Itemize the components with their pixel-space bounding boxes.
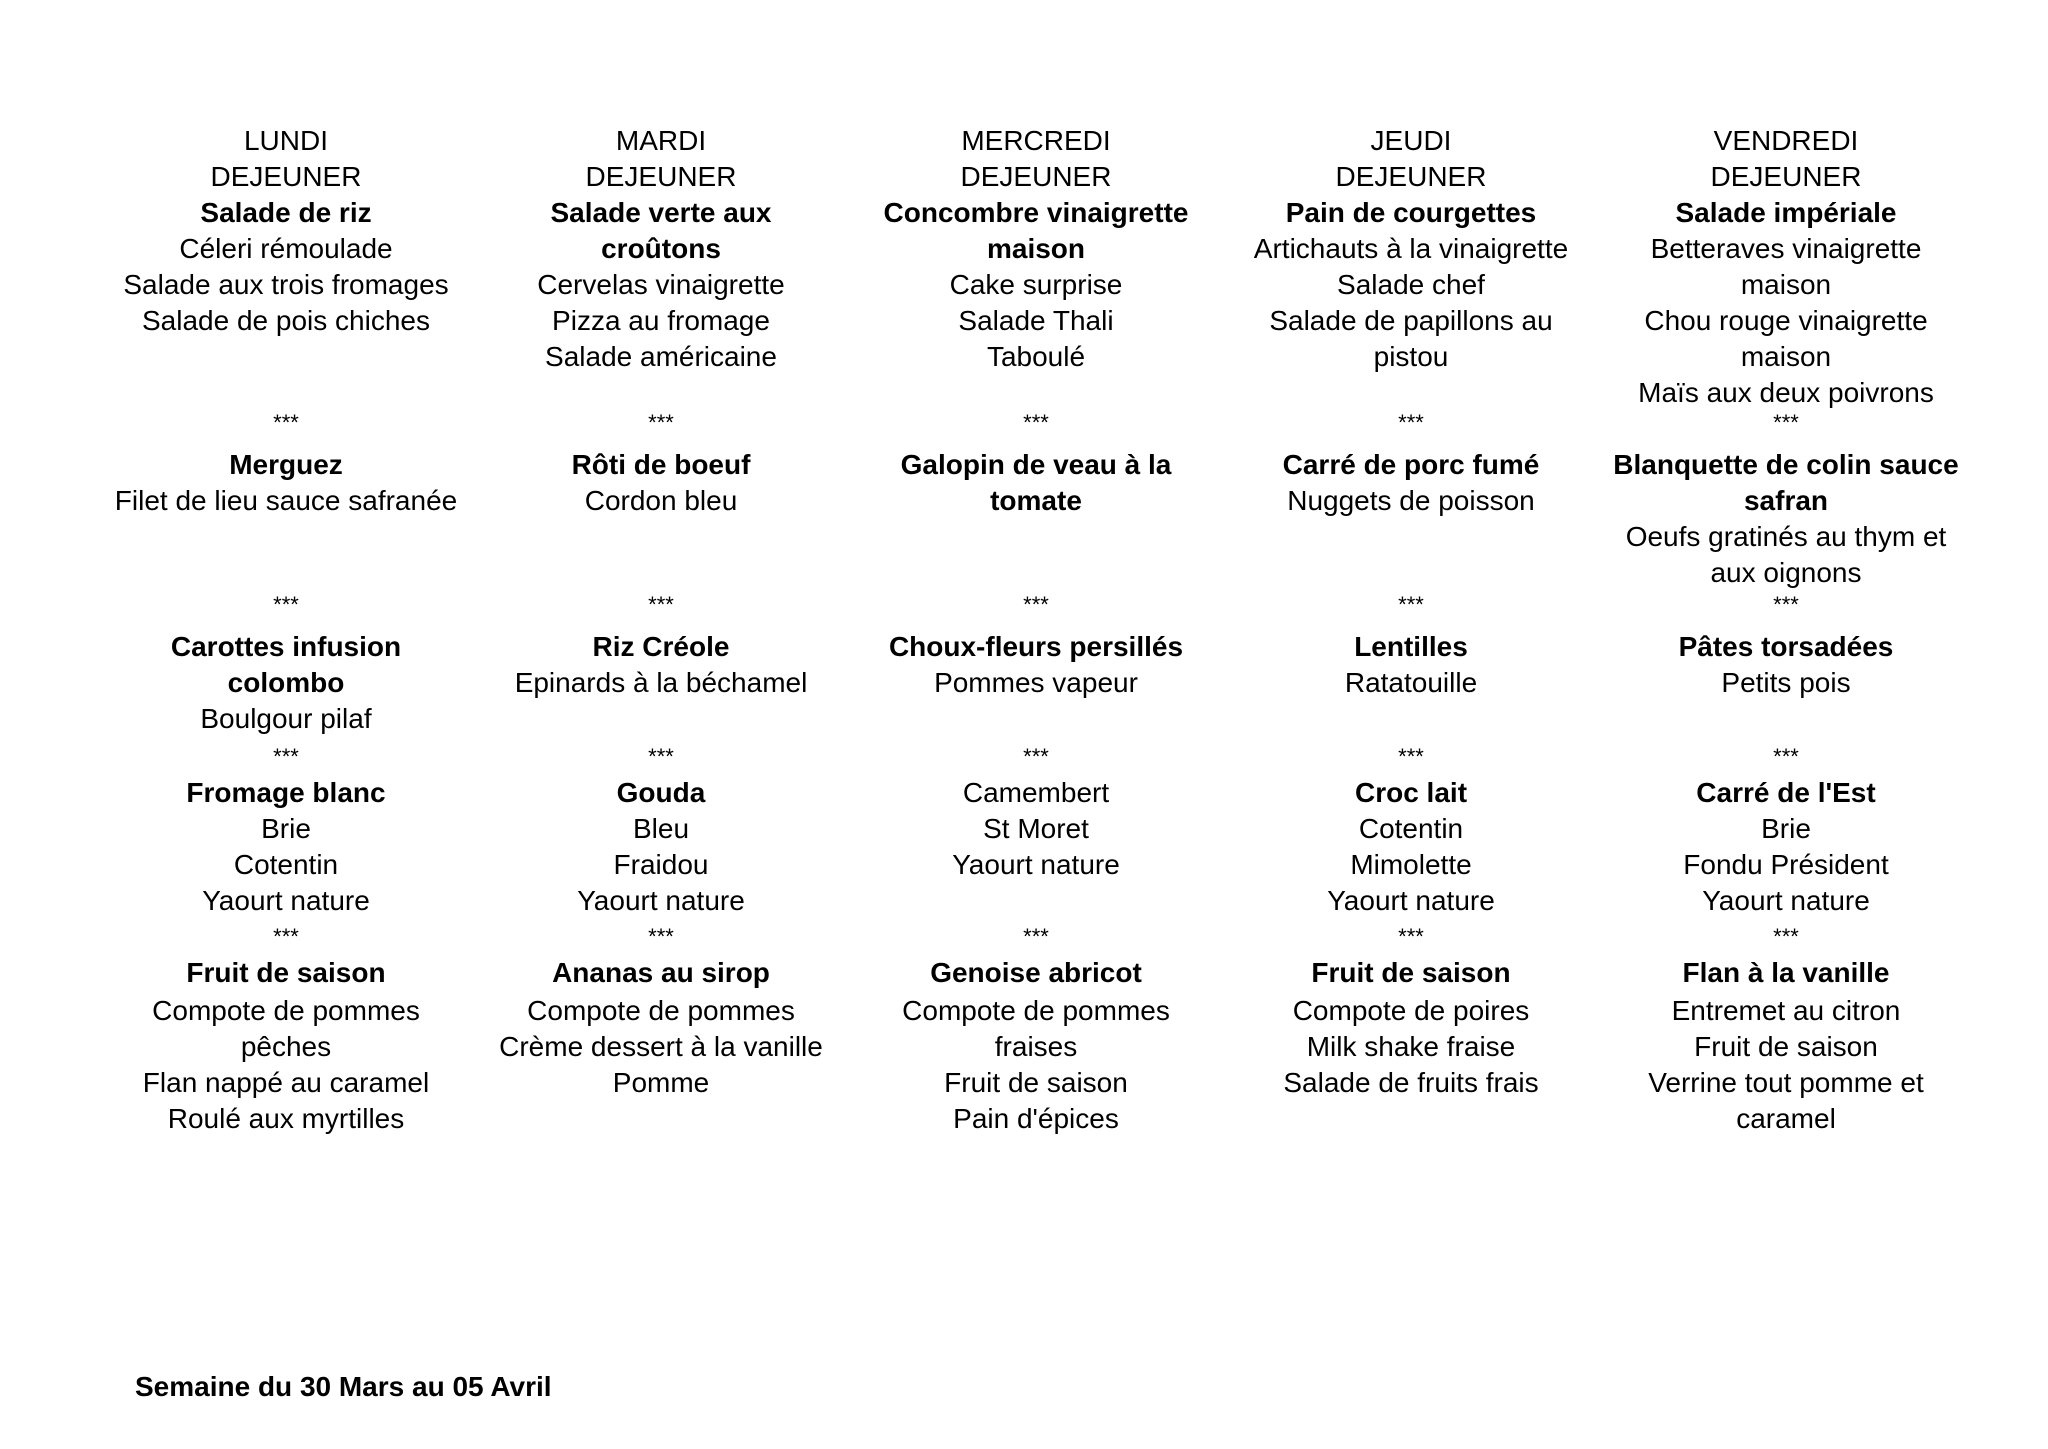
menu-item: Bleu [632,813,690,844]
menu-item: Compote de pommes [152,995,420,1026]
menu-item: Concombre vinaigrette [883,197,1189,228]
menu-item: Salade Thali [958,305,1114,336]
menu-item: Fromage blanc [186,777,386,808]
menu-item: Brie [1761,813,1811,844]
menu-item: Genoise abricot [930,957,1142,988]
menu-item: Verrine tout pomme et [1648,1067,1924,1098]
menu-item: fraises [994,1031,1078,1062]
menu-item: Fruit de saison [1694,1031,1878,1062]
course-separator: *** [1398,744,1424,769]
menu-item: Fraidou [613,849,709,880]
course-separator: *** [1023,410,1049,435]
menu-item: croûtons [601,233,721,264]
menu-item: Cervelas vinaigrette [537,269,785,300]
menu-item: Salade de papillons au [1269,305,1553,336]
menu-item: Cotentin [1358,813,1464,844]
menu-item: Crème dessert à la vanille [499,1031,823,1062]
menu-item: Fondu Président [1683,849,1889,880]
menu-item: Betteraves vinaigrette [1650,233,1922,264]
menu-item: Brie [261,813,311,844]
menu-item: Ananas au sirop [552,957,770,988]
menu-item: Pommes vapeur [934,667,1138,698]
menu-item: maison [986,233,1086,264]
menu-item: Entremet au citron [1671,995,1901,1026]
menu-item: Fruit de saison [186,957,386,988]
course-separator: *** [1398,924,1424,949]
menu-item: Cordon bleu [584,485,738,516]
menu-item: Compote de pommes [527,995,795,1026]
menu-item: Pain d'épices [953,1103,1119,1134]
menu-item: maison [1740,341,1832,372]
menu-item: Nuggets de poisson [1287,485,1535,516]
menu-item: Taboulé [986,341,1086,372]
menu-item: Milk shake fraise [1306,1031,1516,1062]
course-separator: *** [1023,744,1049,769]
menu-item: Yaourt nature [1702,885,1870,916]
menu-item: aux oignons [1710,557,1862,588]
course-separator: *** [648,744,674,769]
menu-item: Carottes infusion [170,631,402,662]
menu-item: Gouda [616,777,706,808]
course-separator: *** [648,592,674,617]
menu-item: Cake surprise [949,269,1123,300]
course-separator: *** [1023,592,1049,617]
menu-item: Yaourt nature [577,885,745,916]
menu-item: St Moret [983,813,1089,844]
meal-label: DEJEUNER [585,161,737,192]
day-name: LUNDI [243,125,328,156]
menu-item: Mimolette [1350,849,1472,880]
course-separator: *** [273,410,299,435]
menu-item: Oeufs gratinés au thym et [1625,521,1947,552]
menu-item: Salade aux trois fromages [123,269,449,300]
menu-item: Compote de poires [1292,995,1530,1026]
menu-item: Céleri rémoulade [179,233,393,264]
menu-item: Pomme [612,1067,710,1098]
course-separator: *** [1398,410,1424,435]
menu-item: pistou [1373,341,1449,372]
meal-label: DEJEUNER [210,161,362,192]
menu-item: Cotentin [233,849,339,880]
day-name: JEUDI [1370,125,1452,156]
menu-item: Filet de lieu sauce safranée [114,485,458,516]
menu-item: Fruit de saison [1311,957,1511,988]
menu-item: Ratatouille [1344,667,1478,698]
course-separator: *** [1773,410,1799,435]
day-name: MERCREDI [961,125,1111,156]
menu-item: Salade de riz [200,197,372,228]
menu-item: Camembert [962,777,1110,808]
menu-item: colombo [227,667,345,698]
day-column-mercredi [848,0,1224,1200]
week-label: Semaine du 30 Mars au 05 Avril [135,1371,552,1402]
menu-item: Petits pois [1721,667,1851,698]
meal-label: DEJEUNER [1335,161,1487,192]
menu-item: Yaourt nature [952,849,1120,880]
course-separator: *** [273,744,299,769]
menu-item: Epinards à la béchamel [514,667,808,698]
menu-item: Pizza au fromage [552,305,770,336]
menu-item: Roulé aux myrtilles [167,1103,405,1134]
menu-item: Yaourt nature [1327,885,1495,916]
day-column-lundi [98,0,474,1200]
menu-item: Artichauts à la vinaigrette [1253,233,1569,264]
menu-item: Pain de courgettes [1285,197,1537,228]
menu-item: Lentilles [1354,631,1468,662]
menu-item: Pâtes torsadées [1678,631,1894,662]
menu-item: Salade de pois chiches [142,305,430,336]
course-separator: *** [273,924,299,949]
menu-item: Merguez [229,449,343,480]
menu-item: safran [1743,485,1829,516]
menu-item: Rôti de boeuf [571,449,751,480]
menu-item: caramel [1736,1103,1836,1134]
menu-item: Croc lait [1354,777,1468,808]
meal-label: DEJEUNER [1710,161,1862,192]
course-separator: *** [1773,592,1799,617]
course-separator: *** [1773,924,1799,949]
menu-item: maison [1740,269,1832,300]
menu-item: Salade chef [1337,269,1485,300]
day-column-mardi [473,0,849,1200]
menu-item: Salade américaine [545,341,777,372]
menu-item: Blanquette de colin sauce [1613,449,1959,480]
menu-item: Flan nappé au caramel [142,1067,430,1098]
course-separator: *** [648,924,674,949]
menu-item: Salade de fruits frais [1283,1067,1539,1098]
course-separator: *** [648,410,674,435]
menu-item: Riz Créole [592,631,730,662]
course-separator: *** [1023,924,1049,949]
menu-item: Maïs aux deux poivrons [1638,377,1934,408]
course-separator: *** [273,592,299,617]
day-name: VENDREDI [1713,125,1859,156]
day-name: MARDI [615,125,707,156]
menu-item: tomate [990,485,1082,516]
meal-label: DEJEUNER [960,161,1112,192]
course-separator: *** [1398,592,1424,617]
menu-item: Galopin de veau à la [900,449,1172,480]
menu-item: Salade verte aux [550,197,772,228]
menu-item: Carré de porc fumé [1282,449,1540,480]
menu-item: pêches [240,1031,332,1062]
menu-item: Carré de l'Est [1696,777,1876,808]
menu-item: Chou rouge vinaigrette [1644,305,1928,336]
menu-item: Salade impériale [1675,197,1897,228]
menu-item: Yaourt nature [202,885,370,916]
menu-item: Boulgour pilaf [200,703,372,734]
menu-item: Fruit de saison [944,1067,1128,1098]
menu-item: Compote de pommes [902,995,1170,1026]
day-column-jeudi [1223,0,1599,1200]
course-separator: *** [1773,744,1799,769]
menu-item: Flan à la vanille [1682,957,1890,988]
day-column-vendredi [1598,0,1974,1200]
menu-item: Choux-fleurs persillés [888,631,1184,662]
